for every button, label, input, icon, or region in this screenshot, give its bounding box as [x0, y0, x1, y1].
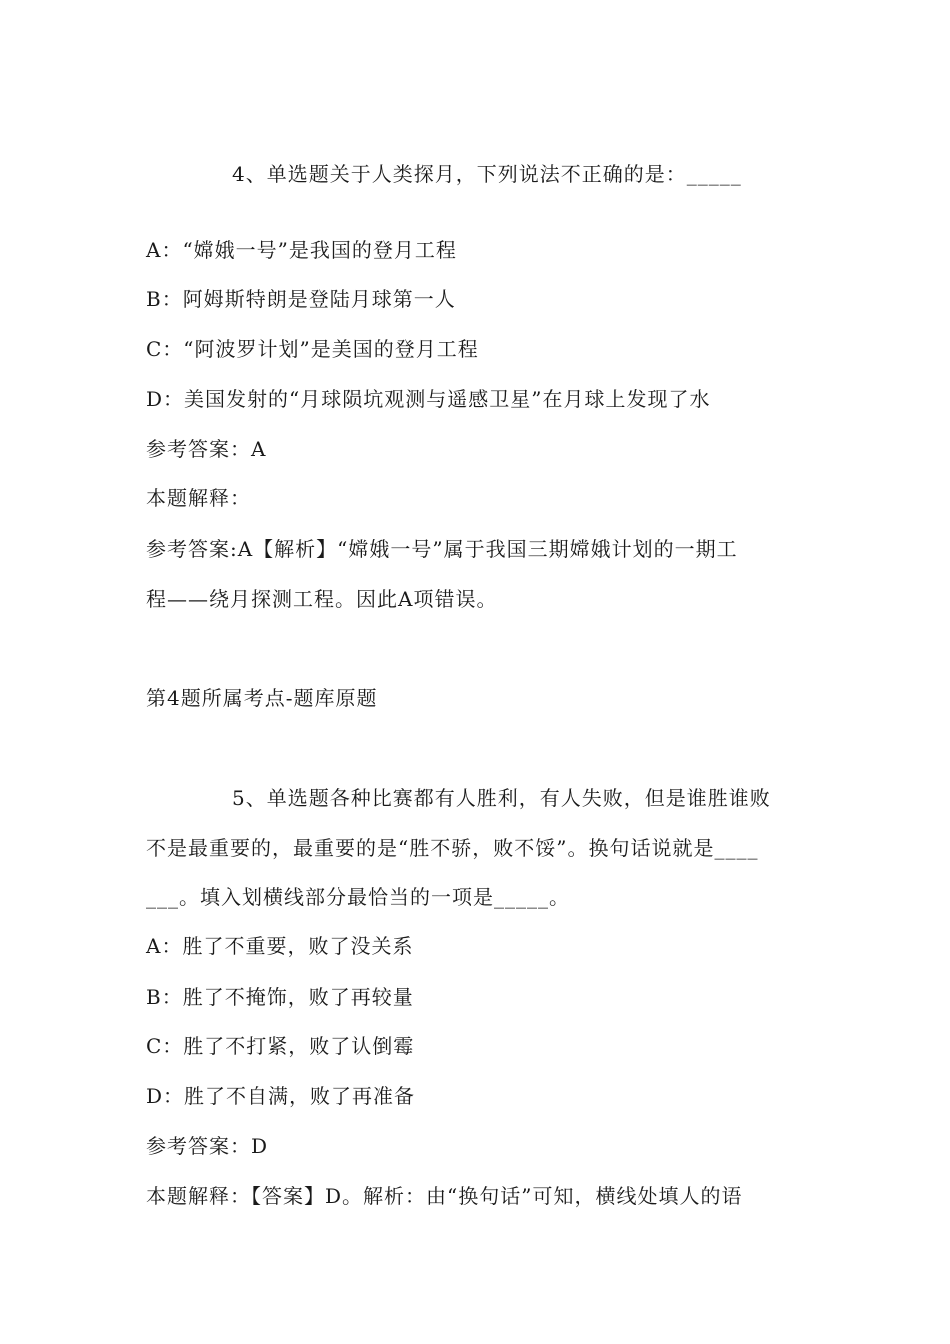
q5-stem-line-3: ___。填入划横线部分最恰当的一项是_____。 [146, 885, 570, 909]
q4-stem: 4、单选题关于人类探月，下列说法不正确的是：_____ [232, 162, 742, 186]
q4-option-d: D：美国发射的“月球陨坑观测与遥感卫星”在月球上发现了水 [146, 387, 711, 411]
q5-explain: 本题解释：【答案】D。解析：由“换句话”可知，横线处填人的语 [146, 1184, 743, 1208]
q4-explain-line-1: 参考答案:A【解析】“嫦娥一号”属于我国三期嫦娥计划的一期工 [146, 537, 738, 561]
q4-option-a: A：“嫦娥一号”是我国的登月工程 [146, 238, 457, 262]
q5-option-a: A：胜了不重要，败了没关系 [146, 934, 414, 958]
q4-explain-label: 本题解释： [146, 486, 251, 510]
q4-source: 第4题所属考点-题库原题 [146, 686, 378, 710]
q5-stem-line-2: 不是最重要的，最重要的是“胜不骄，败不馁”。换句话说就是____ [146, 836, 759, 860]
q5-option-c: C：胜了不打紧，败了认倒霉 [146, 1034, 415, 1058]
q4-explain-line-2: 程——绕月探测工程。因此A项错误。 [146, 587, 498, 611]
q4-option-c: C：“阿波罗计划”是美国的登月工程 [146, 337, 479, 361]
q5-answer: 参考答案：D [146, 1134, 269, 1158]
q5-option-d: D：胜了不自满，败了再准备 [146, 1084, 416, 1108]
q4-answer: 参考答案：A [146, 437, 267, 461]
q4-option-b: B：阿姆斯特朗是登陆月球第一人 [146, 287, 456, 311]
q5-stem-line-1: 5、单选题各种比赛都有人胜利，有人失败，但是谁胜谁败 [232, 786, 771, 810]
q5-option-b: B：胜了不掩饰，败了再较量 [146, 985, 414, 1009]
